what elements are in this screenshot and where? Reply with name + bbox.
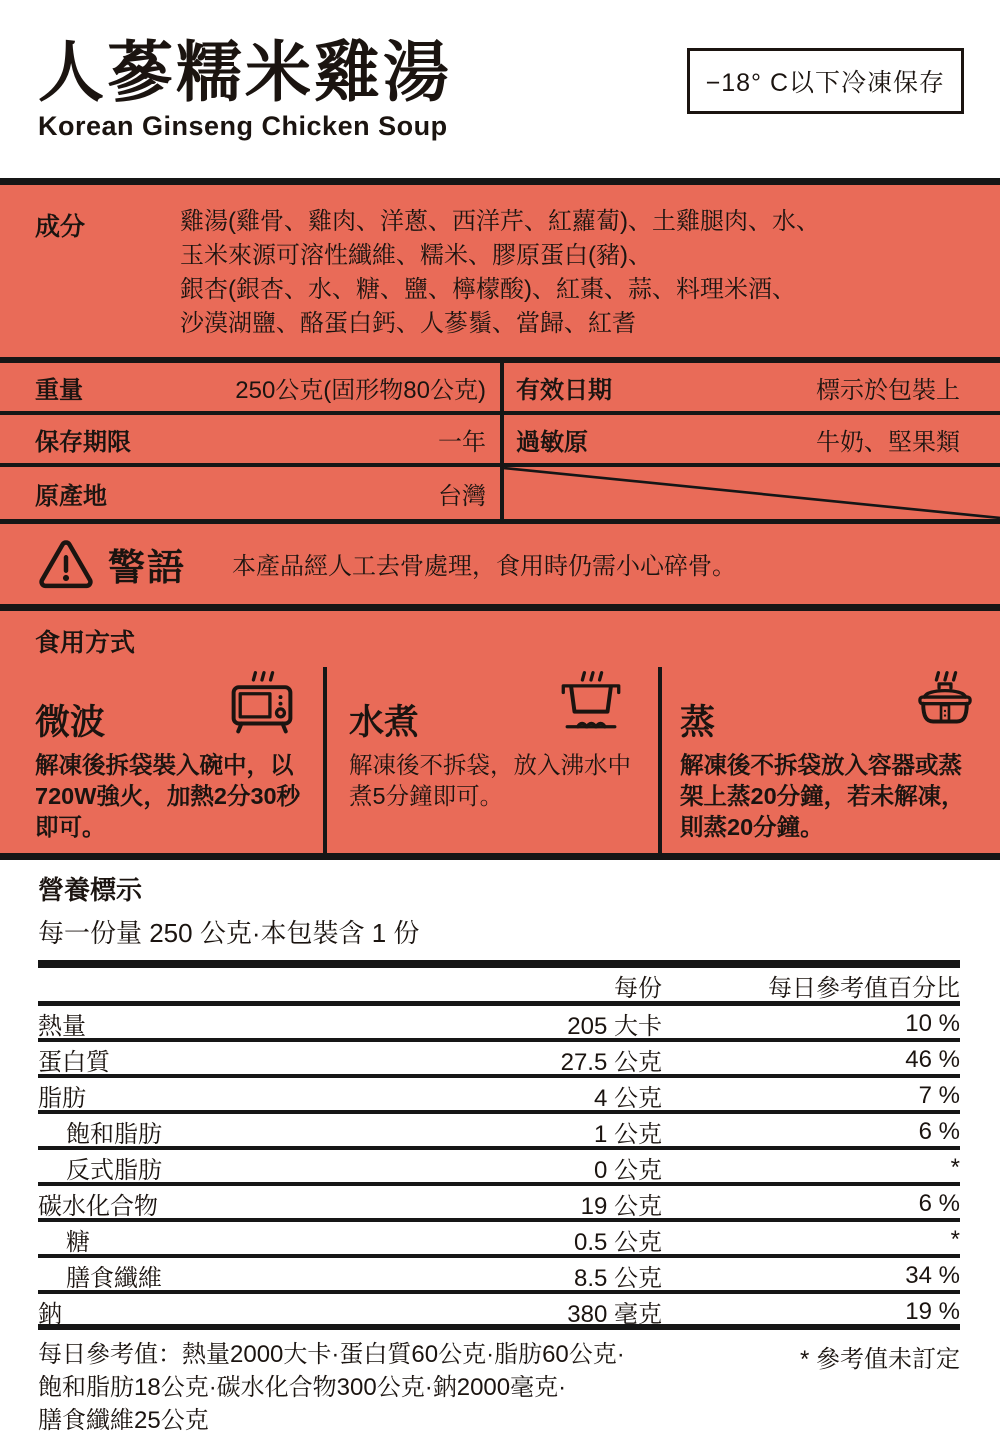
product-info-panel bbox=[0, 178, 1000, 860]
daily-pct-header: 每日參考值百分比 bbox=[768, 975, 960, 1002]
origin-value: 台灣 bbox=[438, 482, 486, 510]
daily-reference-line: 膳食纖維25公克 bbox=[38, 1407, 209, 1434]
serving-size-line: 每一份量 250 公克·本包裝含 1 份 bbox=[38, 918, 420, 948]
table-row bbox=[0, 363, 1000, 415]
nutrition-row-carbohydrate: 碳水化合物 19 公克 6 % bbox=[38, 1186, 960, 1222]
method-name-steam: 蒸 bbox=[680, 703, 716, 742]
cooking-section bbox=[0, 604, 1000, 853]
cooking-heading: 食用方式 bbox=[35, 629, 136, 657]
ingredients-line: 銀杏(銀杏、水、糖、鹽、檸檬酸)、紅棗、蒜、料理米酒、 bbox=[180, 276, 796, 303]
table-row bbox=[0, 415, 1000, 467]
nutrition-row-dietary-fiber: 膳食纖維 8.5 公克 34 % bbox=[38, 1258, 960, 1294]
method-text-boil: 解凍後不拆袋，放入沸水中煮5分鐘即可。 bbox=[349, 752, 631, 809]
ingredients-line: 玉米來源可溶性纖維、糯米、膠原蛋白(豬)、 bbox=[180, 242, 652, 269]
allergen-cell bbox=[500, 415, 1000, 463]
product-subtitle-en: Korean Ginseng Chicken Soup bbox=[38, 110, 448, 141]
product-info-table bbox=[0, 357, 1000, 519]
shelf-life-cell bbox=[0, 415, 500, 463]
warning-label: 警語 bbox=[108, 547, 186, 588]
table-row bbox=[0, 467, 1000, 519]
ingredients-line: 雞湯(雞骨、雞肉、洋蔥、西洋芹、紅蘿蔔)、土雞腿肉、水、 bbox=[180, 208, 820, 235]
allergen-value: 牛奶、堅果類 bbox=[816, 428, 960, 456]
expiry-label: 有效日期 bbox=[516, 376, 612, 404]
steamer-icon bbox=[912, 663, 978, 747]
nutrition-row-sodium: 鈉 380 毫克 19 % bbox=[38, 1294, 960, 1330]
nutrition-header-row bbox=[38, 968, 960, 1006]
nutrition-row-sugar: 糖 0.5 公克 * bbox=[38, 1222, 960, 1258]
allergen-label: 過敏原 bbox=[516, 428, 588, 456]
ingredients-label: 成分 bbox=[35, 213, 86, 241]
nutrition-facts-section bbox=[0, 860, 1000, 1437]
expiry-cell bbox=[500, 363, 1000, 411]
ingredients-text bbox=[180, 205, 820, 341]
method-steam bbox=[658, 667, 1000, 853]
storage-instruction-box: −18° C以下冷凍保存 bbox=[687, 48, 964, 114]
warning-triangle-icon bbox=[38, 538, 94, 590]
empty-strikethrough-cell bbox=[500, 467, 1000, 519]
expiry-value: 標示於包裝上 bbox=[816, 376, 960, 404]
warning-text: 本產品經人工去骨處理，食用時仍需小心碎骨。 bbox=[232, 552, 736, 580]
daily-reference-line: 飽和脂肪18公克·碳水化合物300公克·鈉2000毫克· bbox=[38, 1374, 567, 1401]
ingredients-line: 沙漠湖鹽、酪蛋白鈣、人蔘鬚、當歸、紅耆 bbox=[180, 310, 636, 337]
ingredients-section bbox=[0, 185, 1000, 357]
nutrition-row-calories: 熱量 205 大卡 10 % bbox=[38, 1006, 960, 1042]
weight-cell bbox=[0, 363, 500, 411]
method-text-steam: 解凍後不拆袋放入容器或蒸架上蒸20分鐘，若未解凍，則蒸20分鐘。 bbox=[680, 752, 965, 840]
weight-label: 重量 bbox=[35, 376, 83, 404]
per-serving-header: 每份 bbox=[614, 975, 662, 1002]
origin-cell bbox=[0, 467, 500, 519]
star-footnote: * 參考值未訂定 bbox=[799, 1346, 960, 1373]
daily-reference-values bbox=[38, 1338, 625, 1437]
nutrition-row-trans-fat: 反式脂肪 0 公克 * bbox=[38, 1150, 960, 1186]
nutrition-table bbox=[38, 960, 960, 1330]
origin-label: 原產地 bbox=[35, 482, 107, 510]
shelf-life-label: 保存期限 bbox=[35, 428, 131, 456]
diagonal-line bbox=[504, 467, 1000, 519]
nutrition-row-protein: 蛋白質 27.5 公克 46 % bbox=[38, 1042, 960, 1078]
weight-value: 250公克(固形物80公克) bbox=[235, 376, 486, 404]
nutrition-row-saturated-fat: 飽和脂肪 1 公克 6 % bbox=[38, 1114, 960, 1150]
method-name-boil: 水煮 bbox=[349, 703, 420, 742]
microwave-icon bbox=[229, 663, 295, 747]
method-text-microwave: 解凍後拆袋裝入碗中，以720W強火，加熱2分30秒即可。 bbox=[35, 752, 301, 840]
method-microwave bbox=[0, 667, 323, 853]
label-header bbox=[0, 0, 1000, 178]
nutrition-heading: 營養標示 bbox=[38, 875, 143, 905]
warning-section bbox=[0, 519, 1000, 604]
nutrition-footnotes bbox=[38, 1338, 960, 1437]
nutrition-row-fat: 脂肪 4 公克 7 % bbox=[38, 1078, 960, 1114]
product-title: 人蔘糯米雞湯 bbox=[38, 35, 452, 109]
boiling-pot-icon bbox=[558, 663, 624, 747]
daily-reference-line: 每日參考值：熱量2000大卡·蛋白質60公克·脂肪60公克· bbox=[38, 1341, 625, 1368]
method-name-microwave: 微波 bbox=[35, 703, 106, 742]
method-boil bbox=[323, 667, 658, 853]
shelf-life-value: 一年 bbox=[438, 428, 486, 456]
cooking-methods bbox=[0, 667, 1000, 853]
